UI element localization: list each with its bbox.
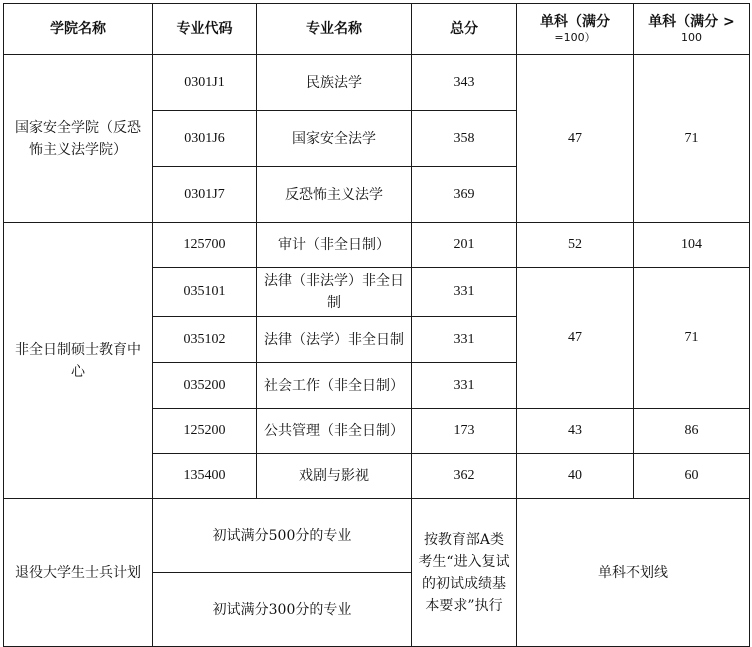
college-cell: 非全日制硕士教育中心	[4, 223, 153, 499]
single-100-cell: 40	[517, 454, 634, 499]
header-single-100plus-title: 单科（满分 >	[648, 14, 735, 30]
code-cell: 125200	[153, 409, 257, 454]
header-total: 总分	[412, 4, 517, 55]
college-cell: 国家安全学院（反恐怖主义法学院）	[4, 55, 153, 223]
code-cell: 035101	[153, 268, 257, 317]
single-100plus-cell: 104	[634, 223, 750, 268]
code-cell: 135400	[153, 454, 257, 499]
header-code: 专业代码	[153, 4, 257, 55]
major-cell: 公共管理（非全日制）	[257, 409, 412, 454]
major-cell: 审计（非全日制）	[257, 223, 412, 268]
single-100plus-cell: 86	[634, 409, 750, 454]
total-cell: 343	[412, 55, 517, 111]
single-100plus-cell: 71	[634, 268, 750, 409]
code-cell: 035102	[153, 317, 257, 363]
single-100-cell: 47	[517, 268, 634, 409]
code-cell: 0301J6	[153, 111, 257, 167]
total-cell: 331	[412, 363, 517, 409]
single-100-cell: 52	[517, 223, 634, 268]
total-cell: 362	[412, 454, 517, 499]
plan-major-cell: 初试满分300分的专业	[153, 573, 412, 647]
single-note-cell: 单科不划线	[517, 499, 750, 647]
total-cell: 331	[412, 317, 517, 363]
code-cell: 0301J7	[153, 167, 257, 223]
table-row	[4, 499, 750, 573]
college-cell: 退役大学生士兵计划	[4, 499, 153, 647]
header-single-100-sub: =100）	[554, 31, 596, 44]
total-cell: 369	[412, 167, 517, 223]
total-cell: 358	[412, 111, 517, 167]
major-cell: 社会工作（非全日制）	[257, 363, 412, 409]
code-cell: 035200	[153, 363, 257, 409]
header-single-100-title: 单科（满分	[540, 14, 610, 30]
plan-major-cell: 初试满分500分的专业	[153, 499, 412, 573]
header-single-100plus-sub: 100	[681, 31, 702, 44]
major-cell: 国家安全法学	[257, 111, 412, 167]
code-cell: 125700	[153, 223, 257, 268]
header-college: 学院名称	[4, 4, 153, 55]
major-cell: 法律（非法学）非全日制	[257, 268, 412, 317]
total-cell: 331	[412, 268, 517, 317]
single-100plus-cell: 71	[634, 55, 750, 223]
header-single-100plus	[634, 4, 750, 55]
table-row	[4, 55, 750, 111]
table-row	[4, 223, 750, 268]
total-note-cell: 按教育部A类考生“进入复试的初试成绩基本要求”执行	[412, 499, 517, 647]
single-100plus-cell: 60	[634, 454, 750, 499]
single-100-cell: 43	[517, 409, 634, 454]
code-cell: 0301J1	[153, 55, 257, 111]
major-cell: 戏剧与影视	[257, 454, 412, 499]
header-major: 专业名称	[257, 4, 412, 55]
total-cell: 201	[412, 223, 517, 268]
major-cell: 法律（法学）非全日制	[257, 317, 412, 363]
header-single-100	[517, 4, 634, 55]
header-row	[4, 4, 750, 55]
single-100-cell: 47	[517, 55, 634, 223]
total-cell: 173	[412, 409, 517, 454]
major-cell: 民族法学	[257, 55, 412, 111]
major-cell: 反恐怖主义法学	[257, 167, 412, 223]
score-table	[3, 3, 750, 647]
